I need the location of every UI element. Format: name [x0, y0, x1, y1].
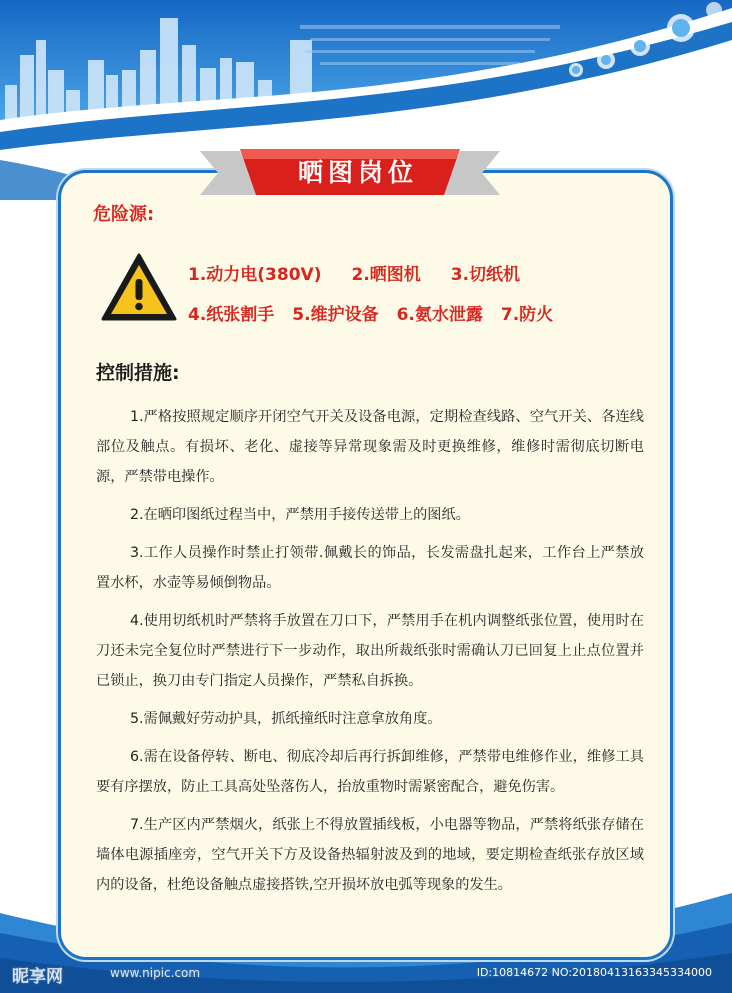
measure-item: 4.使用切纸机时严禁将手放置在刀口下，严禁用手在机内调整纸张位置，使用时在刀还未完全复位时严禁进行下一步动作，取出所裁纸张时需确认刀已回复上止点位置并已锁止，换刀由专门指定人员操作，严禁私自拆换。 — [96, 613, 644, 689]
measure-item: 3.工作人员操作时禁止打领带.佩戴长的饰品，长发需盘扎起来，工作台上严禁放置水杯，水壶等易倾倒物品。 — [96, 545, 644, 591]
measure-item: 6.需在设备停转、断电、彻底冷却后再行拆卸维修，严禁带电维修作业，维修工具要有序摆放，防止工具高处坠落伤人，抬放重物时需紧密配合，避免伤害。 — [96, 749, 644, 795]
hazard-item: 7.防火 — [500, 305, 554, 325]
warning-triangle-icon — [101, 253, 177, 321]
hazard-item: 6.氨水泄露 — [396, 305, 483, 325]
watermark-logo: 昵享网 — [12, 967, 63, 987]
hazard-item: 2.晒图机 — [351, 265, 421, 285]
measure-item: 1.严格按照规定顺序开闭空气开关及设备电源，定期检查线路、空气开关、各连线部位及触点。有损坏、老化、虚接等异常现象需及时更换维修，维修时需彻底切断电源，严禁带电操作。 — [96, 409, 644, 485]
control-measures-list — [96, 402, 644, 908]
hazard-list-row-1 — [188, 260, 550, 285]
image-id-label: ID:10814672 NO:20180413163345334000 — [476, 966, 712, 979]
hazard-heading: 危险源: — [93, 204, 155, 225]
measure-item: 7.生产区内严禁烟火，纸张上不得放置插线板，小电器等物品，严禁将纸张存储在墙体电源插座旁，空气开关下方及设备热辐射波及到的地域，要定期检查纸张存放区域内的设备，杜绝设备触点虚接搭铁,空开损坏放电弧等现象的发生。 — [96, 817, 644, 893]
page-title: 晒图岗位 — [297, 158, 418, 187]
measure-item: 5.需佩戴好劳动护具，抓纸撞纸时注意拿放角度。 — [130, 711, 442, 727]
hazard-item: 1.动力电(380V) — [188, 265, 322, 285]
control-measures-heading: 控制措施: — [96, 362, 180, 384]
hazard-list-row-2 — [188, 300, 571, 325]
measure-item: 2.在晒印图纸过程当中，严禁用手接传送带上的图纸。 — [130, 507, 470, 523]
hazard-item: 5.维护设备 — [292, 305, 379, 325]
hazard-item: 3.切纸机 — [450, 265, 521, 285]
watermark-url: www.nipic.com — [110, 966, 201, 980]
hazard-item: 4.纸张割手 — [188, 305, 275, 325]
